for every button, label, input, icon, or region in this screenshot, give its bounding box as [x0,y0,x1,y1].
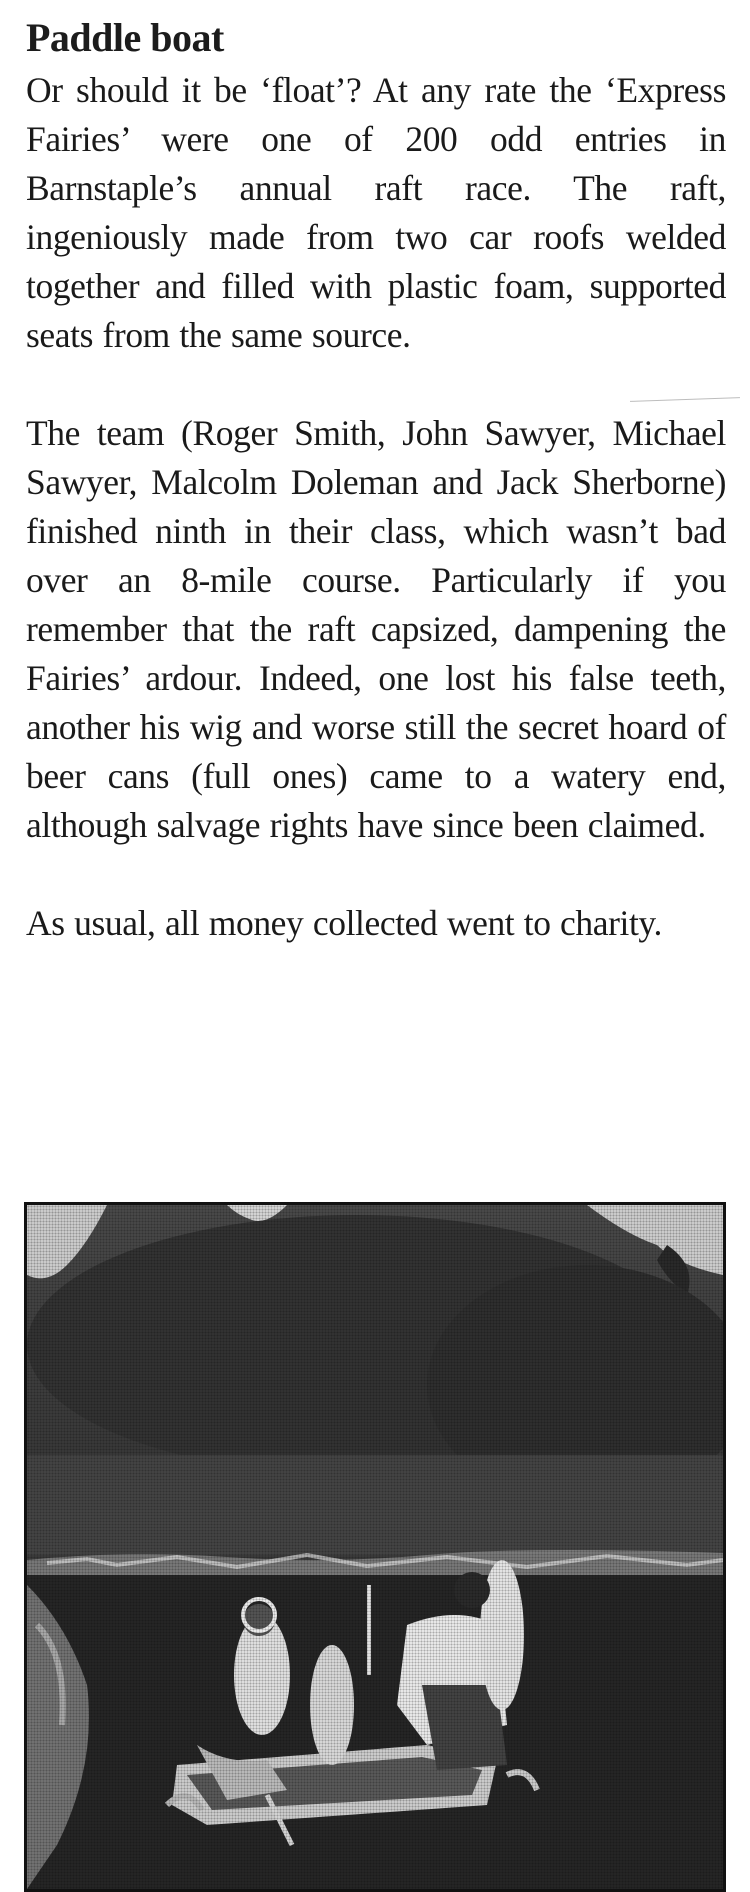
article [26,14,726,948]
article-paragraph-2: The team (Roger Smith, John Sawyer, Michael Sawyer, Malcolm Doleman and Jack Sherborne) finished ninth in their class, which wasn’t bad over an 8-mile course. Particularly if you remember that the raft capsized, dampening the Fairies’ ardour. Indeed, one lost his false teeth, another his wig and worse still the secret hoard of beer cans (full ones) came to a watery end, although salvage rights have since been claimed. [26,413,726,845]
article-paragraph-1: Or should it be ‘float’? At any rate the ‘Express Fairies’ were one of 200 odd entries in Barnstaple’s annual raft race. The raft, ingeniously made from two car roofs welded together and filled with plastic foam, supported seats from the same source. [26,70,726,355]
photo-illustration [27,1205,723,1889]
article-paragraph-3: As usual, all money collected went to charity. [26,903,662,943]
article-title: Paddle boat [26,15,224,60]
raft-race-photo [24,1202,726,1892]
